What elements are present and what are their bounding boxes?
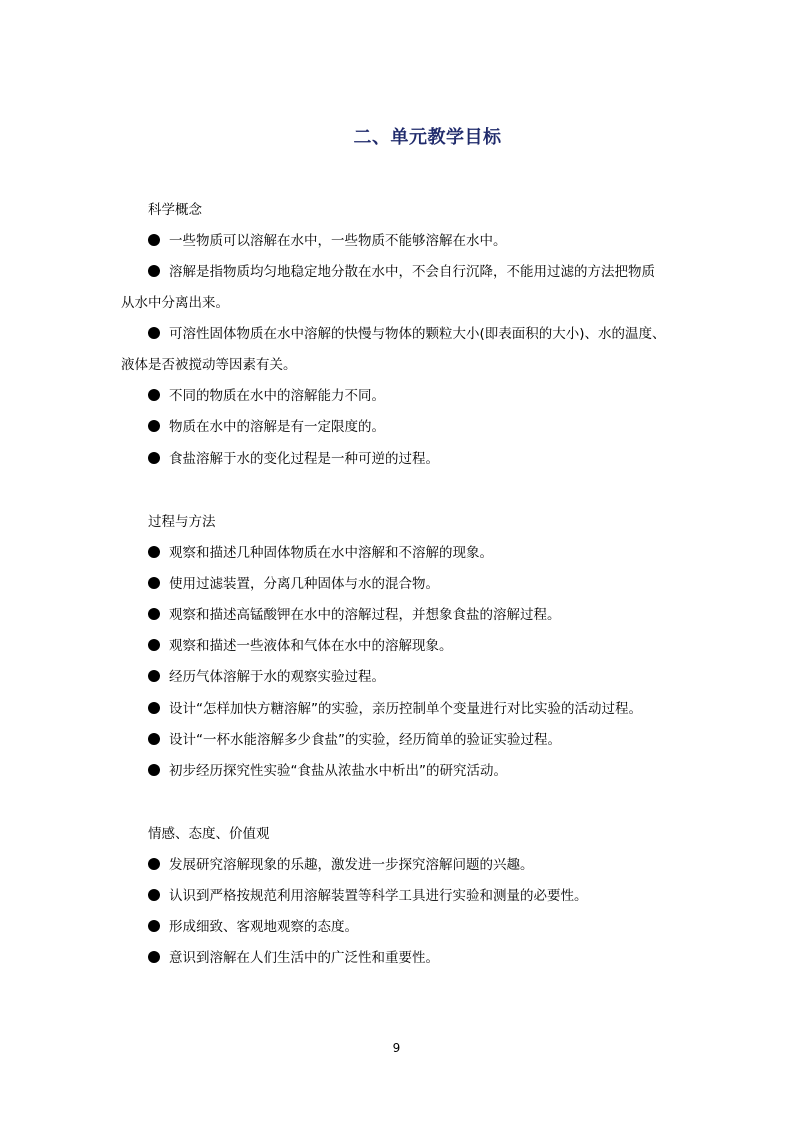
bullet-icon [148,234,160,246]
page-number: 9 [392,1041,401,1055]
list-item: 经历气体溶解于水的观察实验过程。 [148,668,385,686]
list-item: 设计“怎样加快方糖溶解”的实验，亲历控制单个变量进行对比实验的活动过程。 [148,700,642,718]
bullet-icon [148,858,160,870]
bullet-icon [148,389,160,401]
bullet-icon [148,265,160,277]
list-item: 不同的物质在水中的溶解能力不同。 [148,387,385,405]
bullet-icon [148,702,160,714]
bullet-icon [148,452,160,464]
bullet-icon [148,733,160,745]
list-item: 认识到严格按规范利用溶解装置等科学工具进行实验和测量的必要性。 [148,887,588,905]
list-item: 初步经历探究性实验“食盐从浓盐水中析出”的研究活动。 [148,762,507,780]
list-item: 观察和描述几种固体物质在水中溶解和不溶解的现象。 [148,544,493,562]
list-item: 观察和描述一些液体和气体在水中的溶解现象。 [148,637,453,655]
section-heading-process: 过程与方法 [148,514,216,530]
list-item: 一些物质可以溶解在水中，一些物质不能够溶解在水中。 [148,232,507,250]
list-item: 可溶性固体物质在水中溶解的快慢与物体的颗粒大小(即表面积的大小)、水的温度、 [148,325,666,343]
bullet-icon [148,327,160,339]
bullet-icon [148,639,160,651]
bullet-icon [148,920,160,932]
bullet-icon [148,670,160,682]
list-item-continuation: 液体是否被搅动等因素有关。 [121,357,297,373]
bullet-icon [148,889,160,901]
list-item-continuation: 从水中分离出来。 [121,295,229,311]
list-item: 溶解是指物质均匀地稳定地分散在水中，不会自行沉降，不能用过滤的方法把物质 [148,263,655,281]
bullet-icon [148,764,160,776]
bullet-icon [148,420,160,432]
section-heading-concepts: 科学概念 [148,202,202,218]
list-item: 使用过滤装置，分离几种固体与水的混合物。 [148,575,439,593]
bullet-icon [148,577,160,589]
bullet-icon [148,546,160,558]
page-title: 二、单元教学目标 [353,127,502,148]
list-item: 设计“一杯水能溶解多少食盐”的实验，经历简单的验证实验过程。 [148,731,561,749]
section-heading-attitude: 情感、态度、价值观 [148,826,270,842]
list-item: 食盐溶解于水的变化过程是一种可逆的过程。 [148,450,439,468]
list-item: 发展研究溶解现象的乐趣，激发进一步探究溶解问题的兴趣。 [148,856,534,874]
list-item: 物质在水中的溶解是有一定限度的。 [148,418,385,436]
list-item: 意识到溶解在人们生活中的广泛性和重要性。 [148,949,439,967]
list-item: 形成细致、客观地观察的态度。 [148,918,358,936]
bullet-icon [148,608,160,620]
list-item: 观察和描述高锰酸钾在水中的溶解过程，并想象食盐的溶解过程。 [148,606,561,624]
bullet-icon [148,951,160,963]
